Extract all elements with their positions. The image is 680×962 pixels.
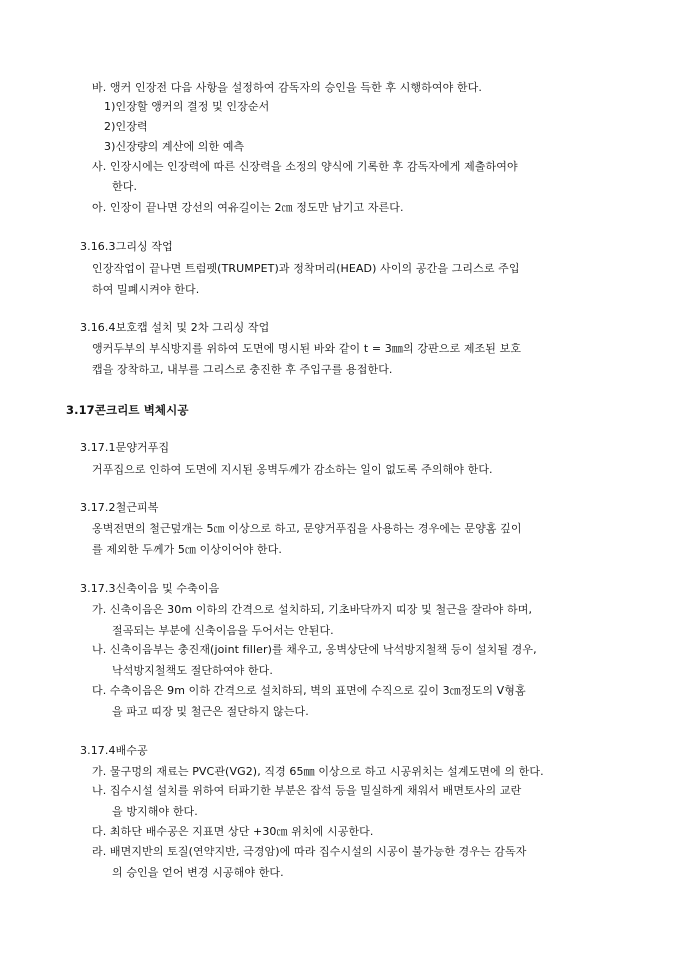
sub-item-3: 3)신장량의 계산에 의한 예측 <box>104 140 245 153</box>
para-3-16-3-line1: 인장작업이 끝나면 트럼펫(TRUMPET)과 정착머리(HEAD) 사이의 공간을 그리스로 주입 <box>92 262 520 275</box>
sub-item-1: 1)인장할 앵커의 결정 및 인장순서 <box>104 100 270 113</box>
sub-item-2: 2)인장력 <box>104 120 148 133</box>
heading-3-16-4: 3.16.4보호캡 설치 및 2차 그리싱 작업 <box>80 321 270 334</box>
item-3-17-4-da: 다. 최하단 배수공은 지표면 상단 +30㎝ 위치에 시공한다. <box>92 825 374 838</box>
item-sa-line1: 사. 인장시에는 인장력에 따른 신장력을 소정의 양식에 기록한 후 감독자에게 제출하여야 <box>92 160 518 173</box>
item-3-17-3-na-line1: 나. 신축이음부는 충진재(joint filler)를 채우고, 옹벽상단에 낙석방지철책 등이 설치될 경우, <box>92 643 537 656</box>
heading-3-17-4: 3.17.4배수공 <box>80 744 148 757</box>
item-3-17-4-ra-line2: 의 승인을 얻어 변경 시공해야 한다. <box>112 866 284 879</box>
item-3-17-3-ga-line1: 가. 신축이음은 30m 이하의 간격으로 설치하되, 기초바닥까지 띠장 및 철근을 잘라야 하며, <box>92 603 533 616</box>
heading-3-16-3: 3.16.3그리싱 작업 <box>80 240 173 253</box>
heading-3-17-2: 3.17.2철근피복 <box>80 501 159 514</box>
section-title-3-17: 3.17콘크리트 벽체시공 <box>66 403 189 417</box>
para-3-16-4-line2: 캡을 장착하고, 내부를 그리스로 충진한 후 주입구를 용접한다. <box>92 363 393 376</box>
item-3-17-3-da-line2: 을 파고 띠장 및 철근은 절단하지 않는다. <box>112 705 309 718</box>
para-3-16-4-line1: 앵커두부의 부식방지를 위하여 도면에 명시된 바와 같이 t = 3㎜의 강판으로 제조된 보호 <box>92 342 522 355</box>
item-ba: 바. 앵커 인장전 다음 사항을 설정하여 감독자의 승인을 득한 후 시행하여야 한다. <box>92 81 482 94</box>
item-3-17-3-na-line2: 낙석방지철책도 절단하여야 한다. <box>112 664 273 677</box>
heading-3-17-1: 3.17.1문양거푸집 <box>80 441 170 454</box>
para-3-17-2-line1: 옹벽전면의 철근덮개는 5㎝ 이상으로 하고, 문양거푸집을 사용하는 경우에는 문양홈 깊이 <box>92 522 522 535</box>
item-3-17-3-ga-line2: 절곡되는 부분에 신축이음을 두어서는 안된다. <box>112 624 334 637</box>
item-a: 아. 인장이 끝나면 강선의 여유길이는 2㎝ 정도만 남기고 자른다. <box>92 201 404 214</box>
item-sa-line2: 한다. <box>112 180 138 193</box>
heading-3-17-3: 3.17.3신축이음 및 수축이음 <box>80 582 220 595</box>
item-3-17-4-na-line1: 나. 집수시설 설치를 위하여 터파기한 부분은 잡석 등을 밀실하게 채워서 배면토사의 교란 <box>92 784 522 797</box>
item-3-17-4-na-line2: 을 방지해야 한다. <box>112 805 198 818</box>
item-3-17-3-da-line1: 다. 수축이음은 9m 이하 간격으로 설치하되, 벽의 표면에 수직으로 깊이 3㎝정도의 V형홈 <box>92 684 526 697</box>
para-3-17-1-line1: 거푸집으로 인하여 도면에 지시된 옹벽두께가 감소하는 일이 없도록 주의해야 한다. <box>92 463 493 476</box>
item-3-17-4-ra-line1: 라. 배면지반의 토질(연약지반, 극경암)에 따라 집수시설의 시공이 불가능한 경우는 감독자 <box>92 845 527 858</box>
para-3-16-3-line2: 하여 밀폐시켜야 한다. <box>92 283 200 296</box>
item-3-17-4-ga: 가. 물구멍의 재료는 PVC관(VG2), 직경 65㎜ 이상으로 하고 시공위치는 설계도면에 의 한다. <box>92 765 544 778</box>
para-3-17-2-line2: 를 제외한 두께가 5㎝ 이상이어야 한다. <box>92 543 282 556</box>
